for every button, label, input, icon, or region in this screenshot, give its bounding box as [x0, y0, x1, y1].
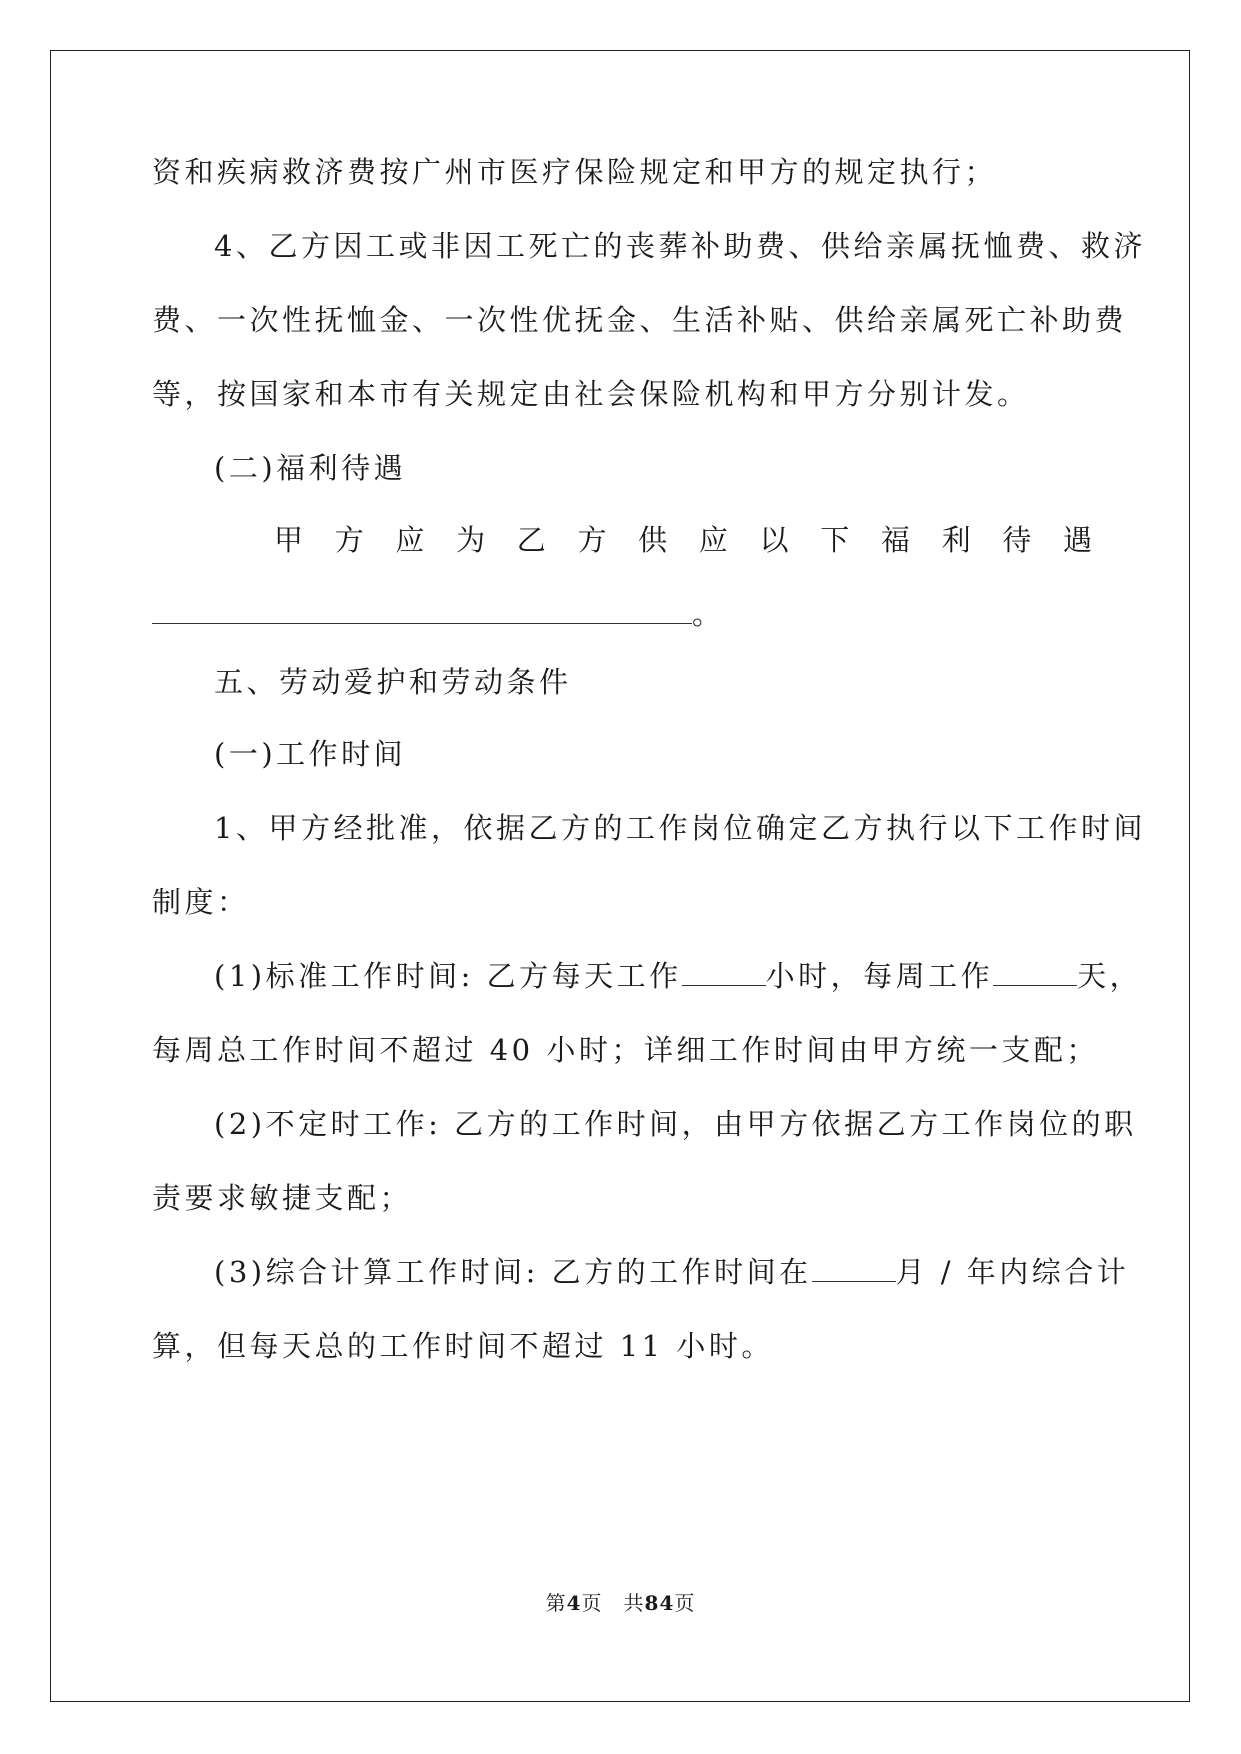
text-line [214, 1252, 1154, 1292]
spread-char: 乙 [516, 523, 546, 557]
spread-char: 应 [698, 523, 728, 557]
text-line: 责要求敏捷支配； [152, 1181, 413, 1215]
text-line [152, 594, 1092, 634]
text-line: 费、一次性抚恤金、一次性优抚金、生活补贴、供给亲属死亡补助费 [152, 303, 1128, 337]
spread-char: 方 [334, 523, 364, 557]
text-fragment: 天， [1077, 959, 1143, 993]
footer-prefix: 第 [545, 1591, 567, 1615]
text-line [214, 956, 1154, 996]
spread-char: 甲 [274, 523, 304, 557]
text-line: 制度： [152, 885, 250, 919]
text-fragment: (3)综合计算工作时间: 乙方的工作时间在 [214, 1255, 812, 1289]
text-line: 资和疾病救济费按广州市医疗保险规定和甲方的规定执行； [152, 155, 998, 189]
text-line: 等，按国家和本市有关规定由社会保险机构和甲方分别计发。 [152, 377, 1030, 411]
spread-char: 待 [1002, 523, 1032, 557]
section-heading: (二)福利待遇 [214, 451, 407, 485]
fill-in-blank [152, 595, 692, 624]
fill-in-blank [812, 1253, 896, 1282]
spread-char: 供 [638, 523, 668, 557]
spread-char: 遇 [1062, 523, 1092, 557]
footer-mid: 页 共 [581, 1591, 645, 1615]
page-border [50, 50, 1190, 1702]
text-fragment: 月 / 年内综合计 [895, 1255, 1130, 1289]
section-heading: 五、劳动爱护和劳动条件 [214, 665, 572, 699]
section-heading: (一)工作时间 [214, 737, 407, 771]
text-line: (2)不定时工作: 乙方的工作时间，由甲方依据乙方工作岗位的职 [214, 1107, 1137, 1141]
page-total: 84 [644, 1591, 675, 1615]
fill-in-blank [682, 957, 766, 986]
text-fragment: 小时，每周工作 [765, 959, 994, 993]
spread-char: 方 [577, 523, 607, 557]
spread-text-line [274, 520, 1092, 560]
spread-char: 下 [820, 523, 850, 557]
text-line: 每周总工作时间不超过 40 小时；详细工作时间由甲方统一支配； [152, 1033, 1099, 1067]
spread-char: 为 [456, 523, 486, 557]
page-footer [0, 1590, 1241, 1616]
text-line: 算，但每天总的工作时间不超过 11 小时。 [152, 1329, 774, 1363]
text-fragment: (1)标准工作时间: 乙方每天工作 [214, 959, 682, 993]
text-line: 1、甲方经批准，依据乙方的工作岗位确定乙方执行以下工作时间 [214, 811, 1146, 845]
spread-char: 利 [941, 523, 971, 557]
text-fragment: 。 [692, 597, 725, 631]
spread-char: 应 [395, 523, 425, 557]
fill-in-blank [993, 957, 1077, 986]
footer-suffix: 页 [674, 1591, 696, 1615]
spread-char: 以 [759, 523, 789, 557]
text-line: 4、乙方因工或非因工死亡的丧葬补助费、供给亲属抚恤费、救济 [214, 229, 1146, 263]
page-number: 4 [566, 1591, 582, 1615]
spread-char: 福 [880, 523, 910, 557]
